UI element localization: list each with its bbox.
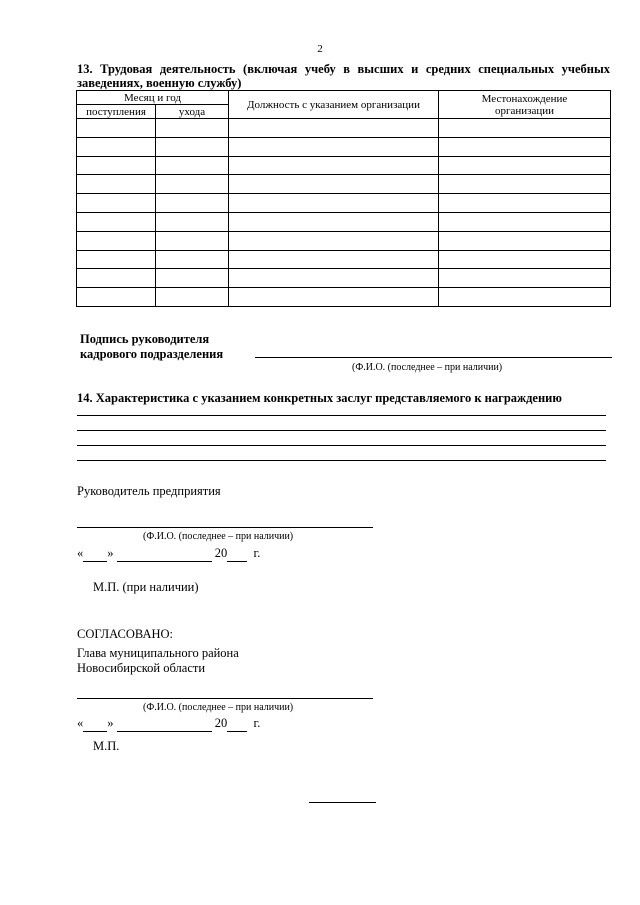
end-separator	[309, 802, 376, 803]
hr-label-line1: Подпись руководителя	[80, 332, 210, 346]
table-row	[77, 250, 611, 269]
cell-exit[interactable]	[156, 250, 229, 269]
table-row	[77, 212, 611, 231]
cell-entry[interactable]	[77, 156, 156, 175]
cell-location[interactable]	[439, 119, 611, 138]
cell-entry[interactable]	[77, 250, 156, 269]
cell-entry[interactable]	[77, 119, 156, 138]
hr-signature-label	[80, 332, 223, 362]
table-row	[77, 156, 611, 175]
cell-position[interactable]	[229, 231, 439, 250]
subheader-exit: ухода	[156, 105, 229, 119]
cell-position[interactable]	[229, 156, 439, 175]
table-row	[77, 175, 611, 194]
header-month-year: Месяц и год	[77, 91, 229, 105]
cell-position[interactable]	[229, 119, 439, 138]
cell-exit[interactable]	[156, 137, 229, 156]
cell-position[interactable]	[229, 288, 439, 307]
approval-role-line2: Новосибирской области	[77, 661, 206, 675]
cell-entry[interactable]	[77, 212, 156, 231]
year-field[interactable]	[227, 716, 247, 732]
section-14-title: 14. Характеристика с указанием конкретных заслуг представляемого к награждению	[77, 391, 562, 405]
work-history-table	[76, 90, 611, 307]
cell-exit[interactable]	[156, 231, 229, 250]
director-stamp: М.П. (при наличии)	[93, 580, 199, 594]
director-label: Руководитель предприятия	[77, 484, 221, 498]
month-field[interactable]	[117, 546, 212, 562]
cell-location[interactable]	[439, 212, 611, 231]
characteristic-line[interactable]	[77, 430, 606, 431]
approval-heading: СОГЛАСОВАНО:	[77, 627, 174, 641]
cell-location[interactable]	[439, 231, 611, 250]
characteristic-line[interactable]	[77, 415, 606, 416]
hr-label-line2: кадрового подразделения	[80, 347, 224, 361]
director-signature-line[interactable]	[77, 527, 373, 528]
hr-signature-caption: (Ф.И.О. (последнее – при наличии)	[352, 362, 503, 373]
subheader-entry: поступления	[77, 105, 156, 119]
header-position: Должность с указанием организации	[229, 91, 439, 119]
table-row	[77, 194, 611, 213]
day-field[interactable]	[83, 716, 107, 732]
table-row	[77, 137, 611, 156]
director-caption: (Ф.И.О. (последнее – при наличии)	[143, 531, 294, 542]
cell-position[interactable]	[229, 269, 439, 288]
month-field[interactable]	[117, 716, 212, 732]
hr-signature-line[interactable]	[255, 357, 612, 358]
day-field[interactable]	[83, 546, 107, 562]
cell-location[interactable]	[439, 194, 611, 213]
approval-role-line1: Глава муниципального района	[77, 646, 239, 660]
cell-location[interactable]	[439, 175, 611, 194]
cell-entry[interactable]	[77, 194, 156, 213]
cell-position[interactable]	[229, 137, 439, 156]
cell-exit[interactable]	[156, 288, 229, 307]
cell-exit[interactable]	[156, 156, 229, 175]
approval-signature-line[interactable]	[77, 698, 373, 699]
cell-location[interactable]	[439, 269, 611, 288]
cell-entry[interactable]	[77, 175, 156, 194]
table-row	[77, 269, 611, 288]
page-number: 2	[317, 43, 323, 55]
cell-position[interactable]	[229, 175, 439, 194]
cell-entry[interactable]	[77, 269, 156, 288]
cell-exit[interactable]	[156, 269, 229, 288]
cell-exit[interactable]	[156, 119, 229, 138]
cell-entry[interactable]	[77, 288, 156, 307]
cell-location[interactable]	[439, 156, 611, 175]
approval-date: « » 20 г.	[77, 716, 261, 730]
header-location: Местонахождение организации	[439, 91, 611, 119]
approval-caption: (Ф.И.О. (последнее – при наличии)	[143, 702, 294, 713]
cell-exit[interactable]	[156, 212, 229, 231]
director-date: « » 20 г.	[77, 546, 261, 560]
cell-location[interactable]	[439, 137, 611, 156]
characteristic-line[interactable]	[77, 445, 606, 446]
cell-location[interactable]	[439, 250, 611, 269]
table-row	[77, 231, 611, 250]
cell-entry[interactable]	[77, 137, 156, 156]
characteristic-line[interactable]	[77, 460, 606, 461]
cell-exit[interactable]	[156, 194, 229, 213]
cell-position[interactable]	[229, 212, 439, 231]
cell-entry[interactable]	[77, 231, 156, 250]
table-row	[77, 288, 611, 307]
cell-exit[interactable]	[156, 175, 229, 194]
cell-location[interactable]	[439, 288, 611, 307]
cell-position[interactable]	[229, 194, 439, 213]
section-13-title: 13. Трудовая деятельность (включая учебу в высших и средних специальных учебных заведениях, военную службу)	[77, 62, 610, 90]
year-field[interactable]	[227, 546, 247, 562]
cell-position[interactable]	[229, 250, 439, 269]
approval-stamp: М.П.	[93, 739, 120, 753]
table-row	[77, 119, 611, 138]
